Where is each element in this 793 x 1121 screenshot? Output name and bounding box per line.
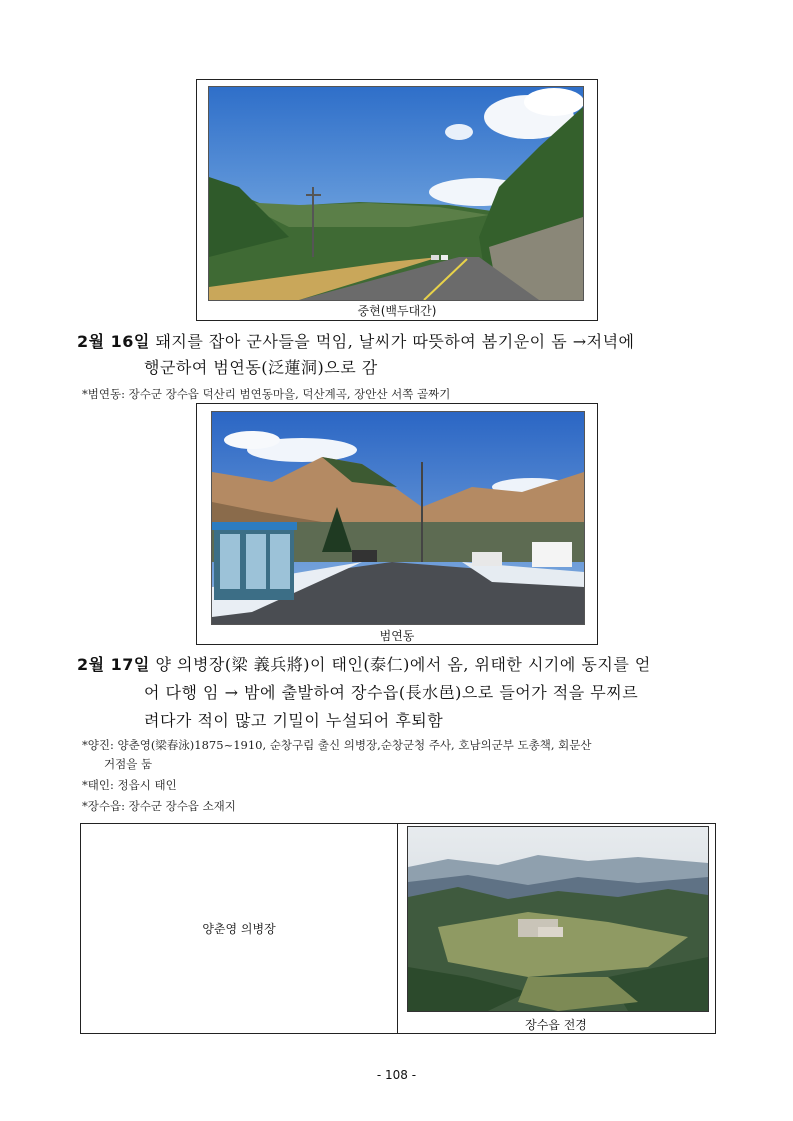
photo-caption: 범연동 xyxy=(379,629,415,643)
table-cell-label: 양춘영 의병장 xyxy=(202,922,276,936)
footnote-taein: *태인: 정읍시 태인 xyxy=(82,778,177,792)
jangsu-aerial-image xyxy=(408,827,708,1011)
entry-text: 행군하여 범연동(泛蓮洞)으로 감 xyxy=(144,358,378,377)
footnote-jangsu: *장수읍: 장수군 장수읍 소재지 xyxy=(82,799,236,813)
photo-frame-beomyeondong xyxy=(196,403,598,645)
entry-date: 2월 17일 xyxy=(77,655,150,674)
photo-caption: 장수읍 전경 xyxy=(525,1018,587,1032)
page-number: - 108 - xyxy=(376,1068,417,1082)
diary-entry-line xyxy=(144,680,638,703)
photo-table xyxy=(80,823,716,1034)
road-mountain-image xyxy=(209,87,583,300)
photo-jangsu-panorama xyxy=(407,826,709,1012)
photo-beomyeondong xyxy=(211,411,585,625)
entry-text: 양 의병장(梁 義兵將)이 태인(泰仁)에서 옴, 위태한 시기에 동지를 얻 xyxy=(149,655,651,674)
photo-frame-junghyeon xyxy=(196,79,598,321)
entry-text: 려다가 적이 많고 기밀이 누설되어 후퇴함 xyxy=(144,711,444,730)
diary-entry-line xyxy=(77,652,651,675)
diary-entry-line xyxy=(144,355,378,378)
diary-entry-line xyxy=(77,329,635,352)
photo-junghyeon xyxy=(208,86,584,301)
footnote-yangjin: *양진: 양춘영(梁春泳)1875~1910, 순창구림 출신 의병장,순창군청 주사, 호남의군부 도총책, 회문산 xyxy=(82,738,592,752)
entry-date: 2월 16일 xyxy=(77,332,150,351)
snowy-village-image xyxy=(212,412,584,624)
entry-text: 어 다행 임 → 밤에 출발하여 장수읍(長水邑)으로 들어가 적을 무찌르 xyxy=(144,683,639,702)
entry-text: 돼지를 잡아 군사들을 먹임, 날씨가 따뜻하여 봄기운이 돔 →저녁에 xyxy=(149,332,635,351)
diary-entry-line xyxy=(144,708,443,731)
footnote: *범연동: 장수군 장수읍 덕산리 범연동마을, 덕산계곡, 장안산 서쪽 골짜기 xyxy=(82,387,451,401)
photo-caption: 중현(백두대간) xyxy=(357,304,437,318)
footnote-yangjin-cont: 거점을 둠 xyxy=(104,757,153,771)
